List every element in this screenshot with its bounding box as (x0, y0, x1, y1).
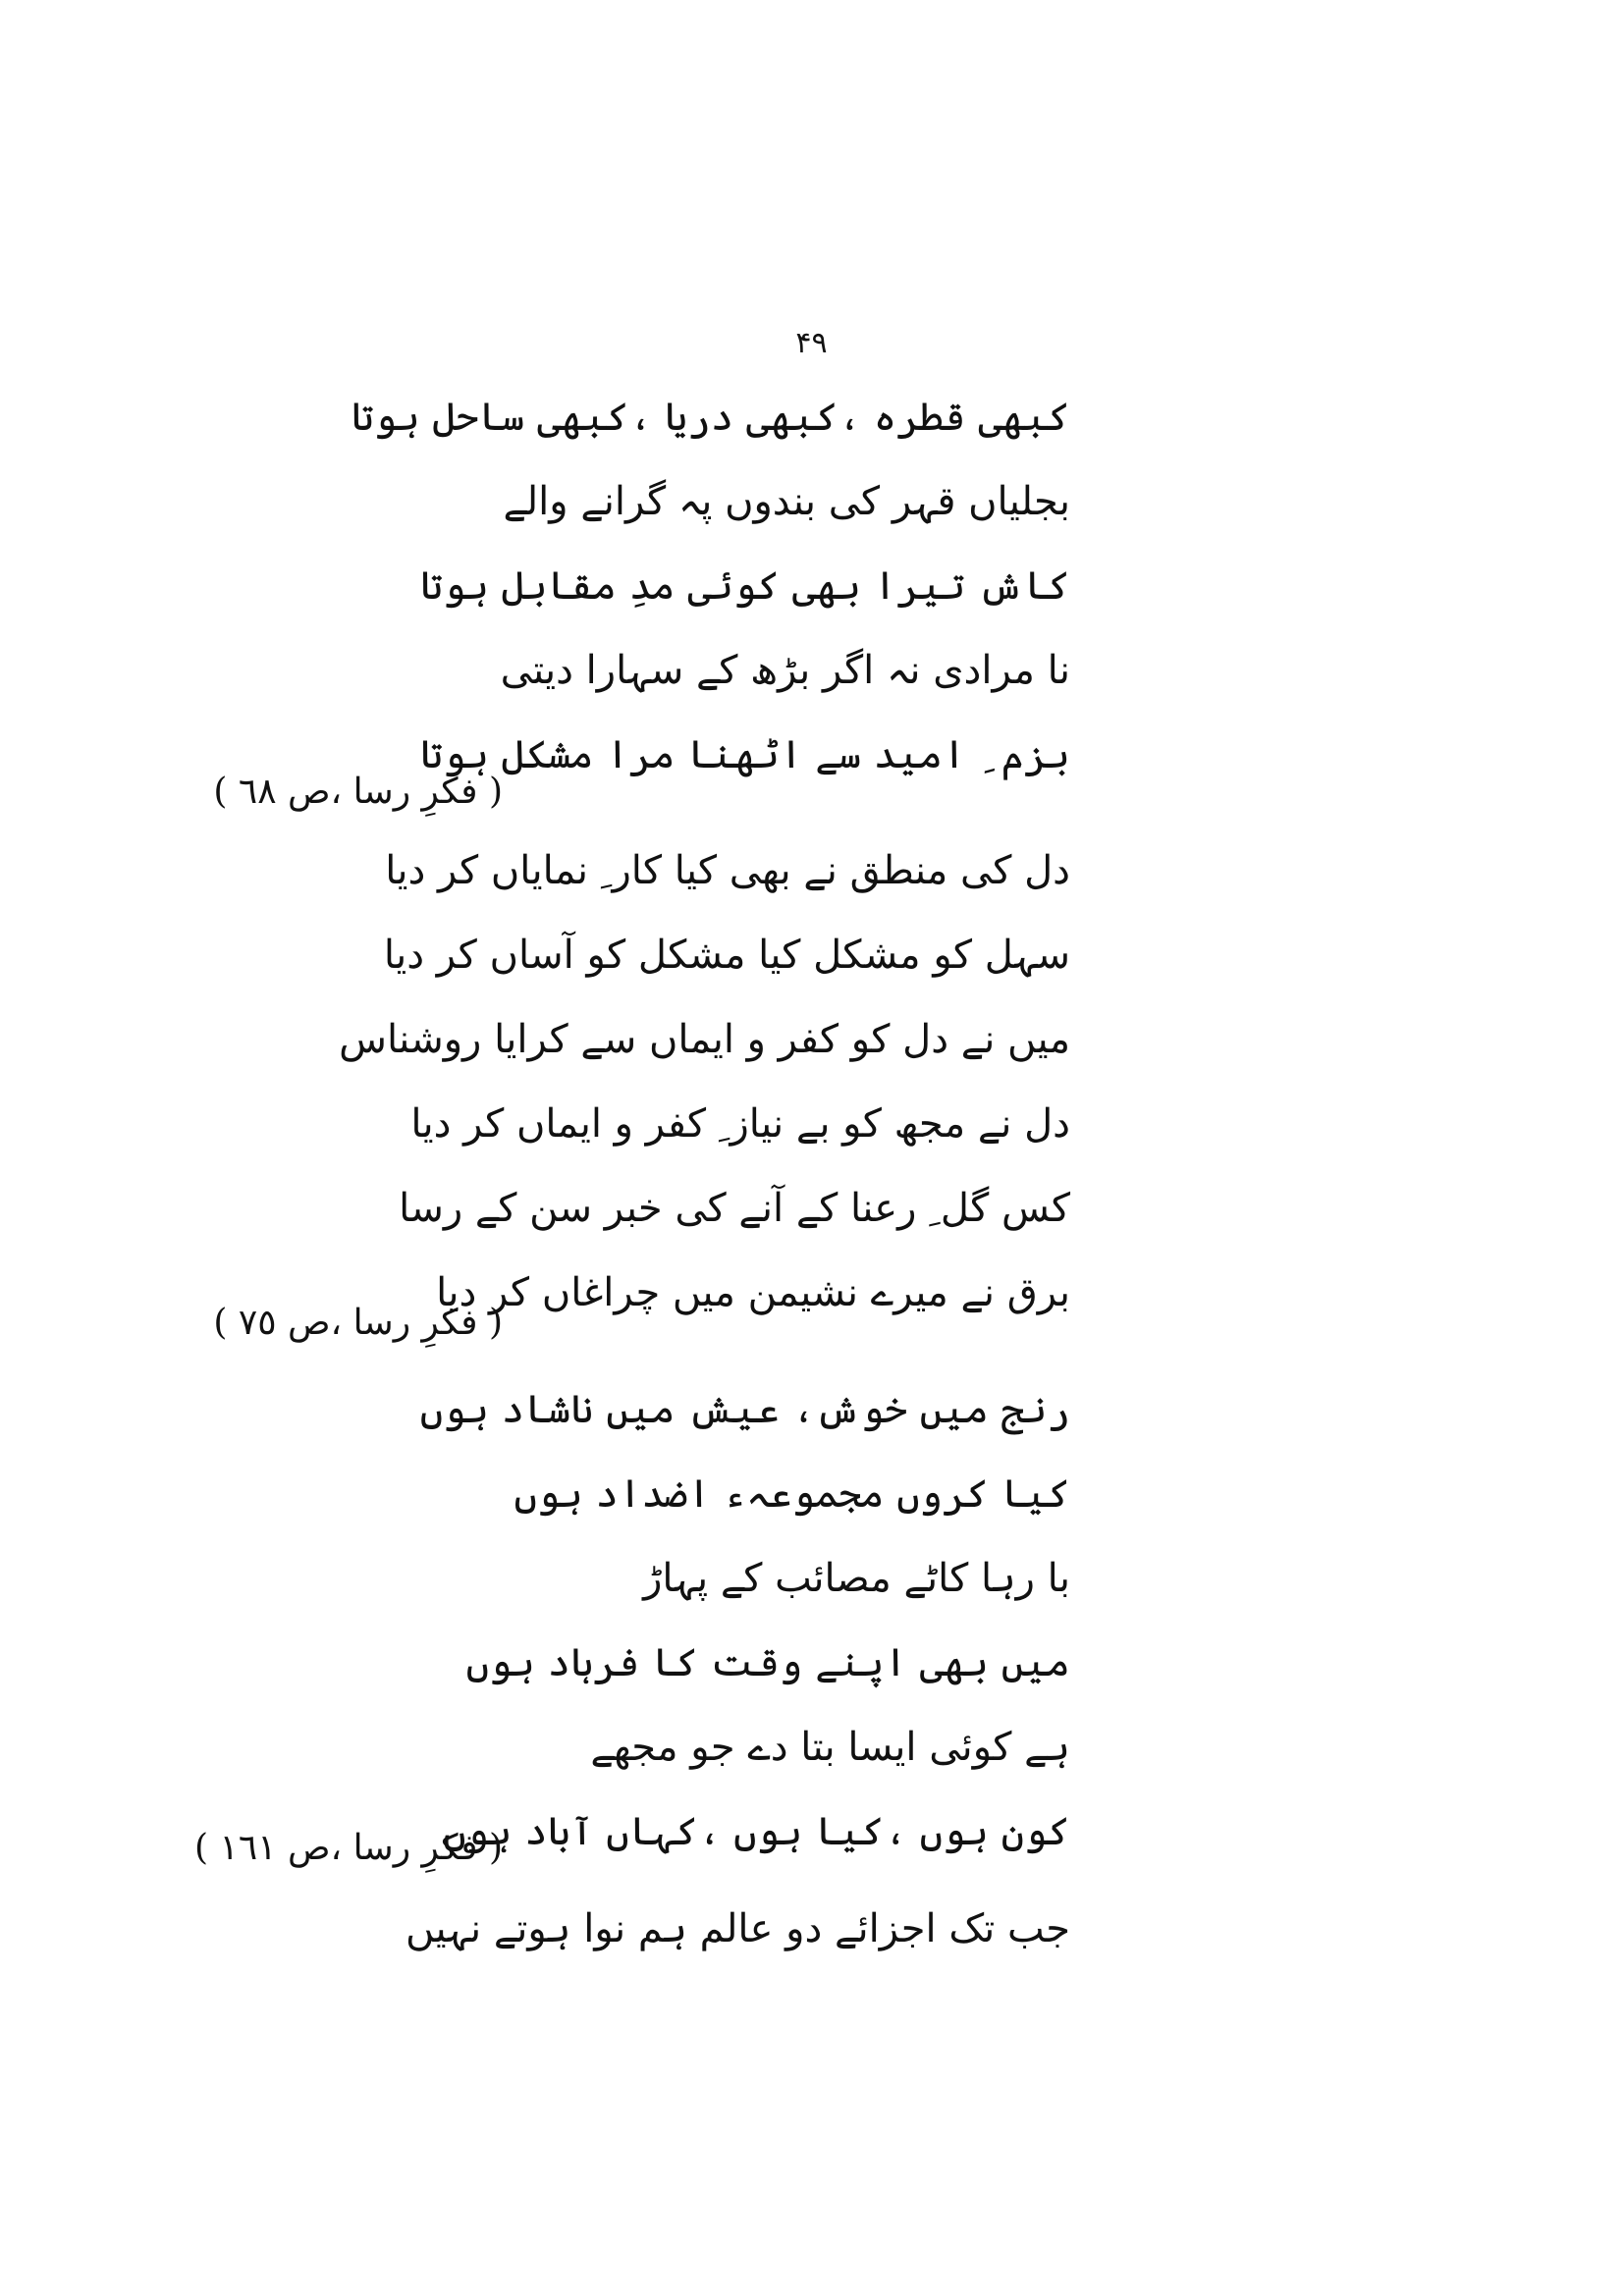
source-citation: ( فکرِ رسا ،ص ٧٥ ) (213, 1303, 503, 1343)
verse-line: میں بھی اپنے وقت کا فرہاد ہوں (465, 1640, 1070, 1685)
verse-line: دل نے مجھ کو بے نیاز ِ کفر و ایماں کر دیا (410, 1101, 1070, 1147)
verse-line: نا مرادی نہ اگر بڑھ کے سہارا دیتی (500, 648, 1070, 693)
verse-line: رنج میں خوش، عیش میں ناشاد ہوں (419, 1387, 1070, 1432)
verse-line: میں نے دل کو کفر و ایماں سے کرایا روشناس (339, 1017, 1070, 1062)
verse-line: سہل کو مشکل کیا مشکل کو آساں کر دیا (383, 933, 1070, 978)
verse-line: کون ہوں ،کیا ہوں ،کہاں آباد ہوں (443, 1809, 1070, 1854)
source-citation: ( فکرِ رسا ،ص ٦٨ ) (213, 772, 503, 812)
verse-line: با رہا کاٹے مصائب کے پہاڑ (643, 1556, 1070, 1601)
verse-line: بزم ِ امید سے اٹھنا مرا مشکل ہوتا (419, 732, 1070, 777)
verse-line: دل کی منطق نے بھی کیا کار ِ نمایاں کر دیا (385, 848, 1070, 893)
verse-line: کیا کروں مجموعہء اضداد ہوں (514, 1471, 1070, 1517)
verse-line: برق نے میرے نشیمن میں چراغاں کر دیا (436, 1270, 1070, 1315)
verse-line: کبھی قطرہ ،کبھی دریا ،کبھی ساحل ہوتا (351, 395, 1070, 440)
page-number: ۴۹ (795, 326, 828, 360)
source-citation: ( فکرِ رسا ،ص ١٦١ ) (194, 1828, 503, 1868)
poem-stanza (351, 375, 1070, 797)
poem-stanza (419, 1367, 1070, 1874)
verse-line: کاش تیرا بھی کوئی مدِ مقابل ہوتا (419, 563, 1070, 609)
poem-stanza (339, 828, 1070, 1335)
verse-line: جب تک اجزائے دو عالم ہم نوا ہوتے نہیں (406, 1906, 1070, 1951)
verse-line: ہے کوئی ایسا بتا دے جو مجھے (590, 1725, 1070, 1770)
verse-line: کس گل ِ رعنا کے آنے کی خبر سن کے رسا (399, 1186, 1070, 1231)
poem-stanza (406, 1887, 1070, 1971)
verse-line: بجلیاں قہر کی بندوں پہ گرانے والے (503, 479, 1070, 524)
